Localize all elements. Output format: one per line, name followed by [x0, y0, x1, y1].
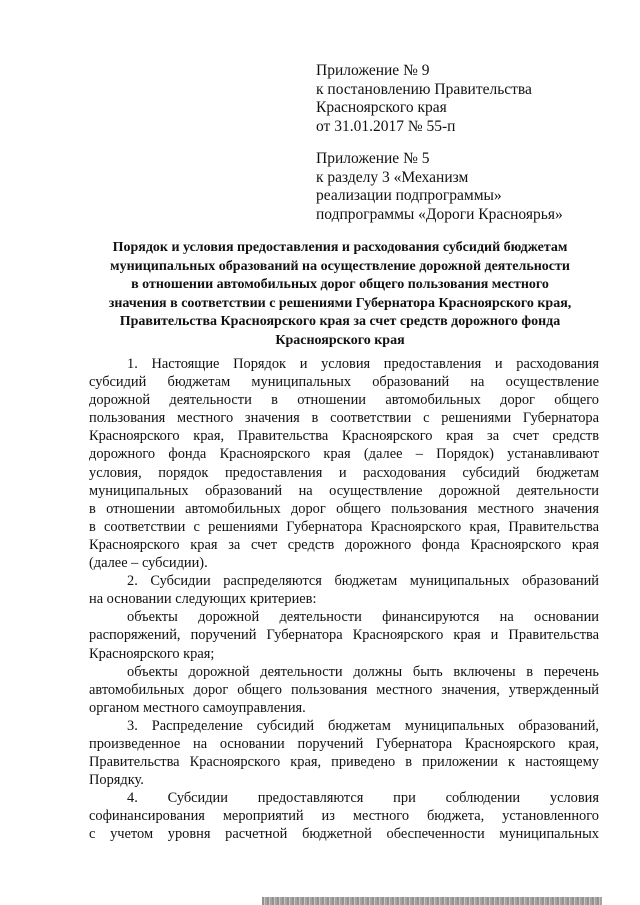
criterion-2-line: автомобильных дорог общего пользования местного значения, утвержденный: [89, 681, 599, 698]
appendix-5-line: подпрограммы «Дороги Красноярья»: [316, 205, 563, 223]
paragraph-3-line: Правительства Красноярского края, приведено в приложении к настоящему: [89, 754, 599, 771]
appendix-5-line: Приложение № 5: [316, 150, 430, 167]
paragraph-4-line: с учетом уровня расчетной бюджетной обеспеченности муниципальных: [89, 826, 599, 843]
paragraph-4-line: 4. Субсидии предоставляются при соблюдении условия: [127, 790, 599, 807]
appendix-5-line: реализации подпрограммы»: [316, 187, 502, 204]
appendix-9-line: к постановлению Правительства: [316, 80, 532, 98]
title-line: значения в соответствии с решениями Губернатора Красноярского края,: [108, 295, 572, 311]
paragraph-4-line: софинансирования мероприятий из местного бюджета, установленного: [89, 808, 599, 825]
criterion-1-line: распоряжений, поручений Губернатора Красноярского края и Правительства: [89, 627, 599, 644]
paragraph-1-line: Красноярского края за счет средств дорожного фонда Красноярского края: [89, 536, 599, 553]
title-line: Красноярского края: [275, 332, 405, 348]
paragraph-3-line: 3. Распределение субсидий бюджетам муниципальных образований,: [127, 717, 599, 734]
paragraph-1-line: пользования местного значения в соответствии с решениями Губернатора: [89, 410, 599, 427]
paragraph-1-line: дорожной деятельности в отношении автомобильных дорог общего: [89, 392, 599, 409]
title-line: в отношении автомобильных дорог общего пользования местного: [131, 277, 549, 293]
appendix-9-block: [316, 62, 616, 136]
paragraph-1-line: субсидий бюджетам муниципальных образований на осуществление: [89, 374, 599, 391]
document-body: [89, 355, 599, 844]
document-title: [70, 239, 610, 351]
criterion-2-line: объекты дорожной деятельности должны быть включены в перечень: [127, 663, 599, 680]
paragraph-1-line: муниципальных образований на осуществление дорожной деятельности: [89, 482, 599, 499]
appendix-9-line: Приложение № 9: [316, 62, 430, 79]
paragraph-2-line: на основании следующих критериев:: [89, 591, 317, 608]
scan-edge-artifact: [262, 897, 602, 905]
title-line: Порядок и условия предоставления и расходования субсидий бюджетам: [112, 240, 568, 255]
paragraph-3-line: Порядку.: [89, 772, 144, 789]
title-line: муниципальных образований на осуществление дорожной деятельности: [110, 258, 570, 274]
appendix-5-block: [316, 150, 616, 224]
appendix-5-line: к разделу 3 «Механизм: [316, 168, 469, 186]
criterion-1-line: Красноярского края;: [89, 645, 215, 662]
title-line: Правительства Красноярского края за счет средств дорожного фонда: [119, 314, 561, 330]
paragraph-1-line: Красноярского края, Правительства Красноярского края за счет средств: [89, 428, 599, 445]
paragraph-1-line: (далее – субсидии).: [89, 555, 208, 572]
paragraph-1-line: 1. Настоящие Порядок и условия предоставления и расходования: [127, 356, 599, 372]
paragraph-3-line: произведенное на основании поручений Губернатора Красноярского края,: [89, 735, 599, 752]
paragraph-2-line: 2. Субсидии распределяются бюджетам муниципальных образований: [127, 573, 599, 590]
paragraph-1-line: в соответствии с решениями Губернатора Красноярского края, Правительства: [89, 518, 599, 535]
appendix-9-line: от 31.01.2017 № 55-п: [316, 117, 456, 135]
criterion-1-line: объекты дорожной деятельности финансируются на основании: [127, 609, 599, 626]
appendix-9-line: Красноярского края: [316, 99, 447, 116]
criterion-2-line: органом местного самоуправления.: [89, 699, 306, 716]
paragraph-1-line: условия, порядок предоставления и расходования субсидий бюджетам: [89, 464, 599, 481]
paragraph-1-line: дорожного фонда Красноярского края (далее – Порядок) устанавливают: [89, 446, 599, 463]
paragraph-1-line: в отношении автомобильных дорог общего пользования местного значения: [89, 500, 599, 517]
